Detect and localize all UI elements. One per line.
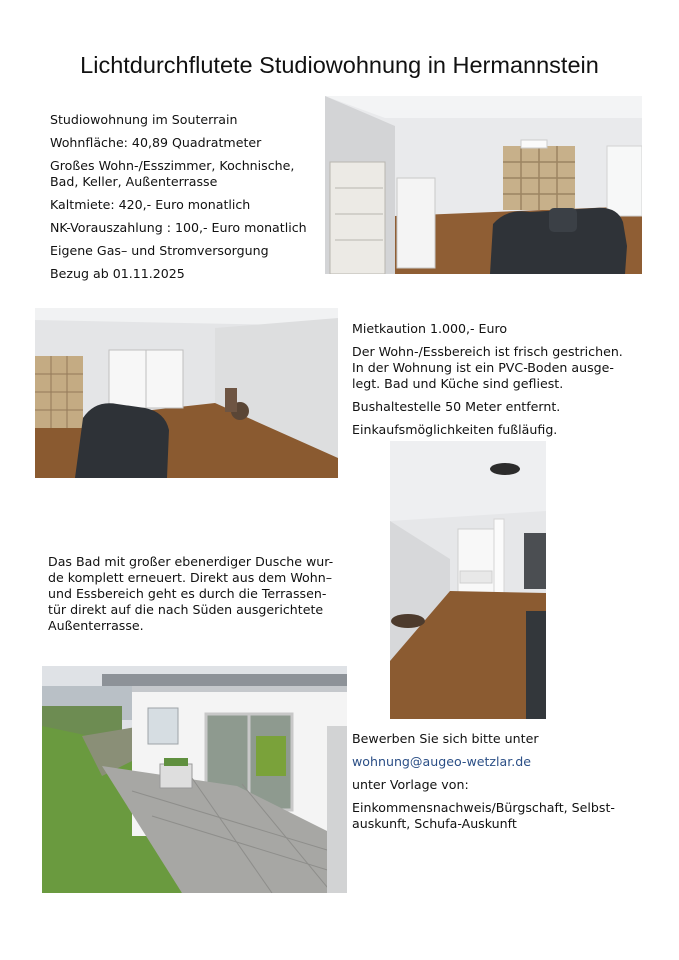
detail-rooms-2: Bad, Keller, Außenterrasse [50, 174, 218, 189]
detail-type: Studiowohnung im Souterrain [50, 112, 238, 127]
bath-line-5: Außenterrasse. [48, 618, 144, 633]
bath-line-4: tür direkt auf die nach Süden ausgerichtete [48, 602, 324, 617]
detail-utilities: NK-Vorauszahlung : 100,- Euro monatlich [50, 220, 307, 235]
bath-line-3: und Essbereich geht es durch die Terrassen- [48, 586, 327, 601]
detail-move-in: Bezug ab 01.11.2025 [50, 266, 185, 281]
bath-description [48, 554, 333, 634]
photo-terrace [42, 666, 347, 893]
detail-floor-1: Der Wohn-/Essbereich ist frisch gestrichen. [352, 344, 623, 359]
apply-email-link[interactable]: wohnung@augeo-wetzlar.de [352, 754, 532, 769]
apply-submit: unter Vorlage von: [352, 777, 469, 792]
detail-deposit: Mietkaution 1.000,- Euro [352, 321, 508, 336]
photo-kitchen-view [390, 441, 546, 719]
detail-area: Wohnfläche: 40,89 Quadratmeter [50, 135, 262, 150]
detail-supply: Eigene Gas– und Stromversorgung [50, 243, 269, 258]
bath-line-2: de komplett erneuert. Direkt aus dem Wohn– [48, 570, 333, 585]
apply-docs-1: Einkommensnachweis/Bürgschaft, Selbst- [352, 800, 615, 815]
detail-floor-3: legt. Bad und Küche sind gefliest. [352, 376, 564, 391]
apply-intro: Bewerben Sie sich bitte unter [352, 731, 539, 746]
detail-bus: Bushaltestelle 50 Meter entfernt. [352, 399, 561, 414]
detail-shops: Einkaufsmöglichkeiten fußläufig. [352, 422, 558, 437]
bath-line-1: Das Bad mit großer ebenerdiger Dusche wur- [48, 554, 334, 569]
photo-living-room [325, 96, 642, 274]
detail-rent: Kaltmiete: 420,- Euro monatlich [50, 197, 251, 212]
application-info [352, 731, 615, 832]
detail-floor-2: In der Wohnung ist ein PVC-Boden ausge- [352, 360, 614, 375]
detail-rooms-1: Großes Wohn-/Esszimmer, Kochnische, [50, 158, 295, 173]
page-title: Lichtdurchflutete Studiowohnung in Hermannstein [80, 52, 599, 78]
apartment-details [50, 112, 307, 282]
apartment-details-2 [352, 321, 623, 438]
photo-living-window [35, 308, 338, 478]
apply-docs-2: auskunft, Schufa-Auskunft [352, 816, 517, 831]
